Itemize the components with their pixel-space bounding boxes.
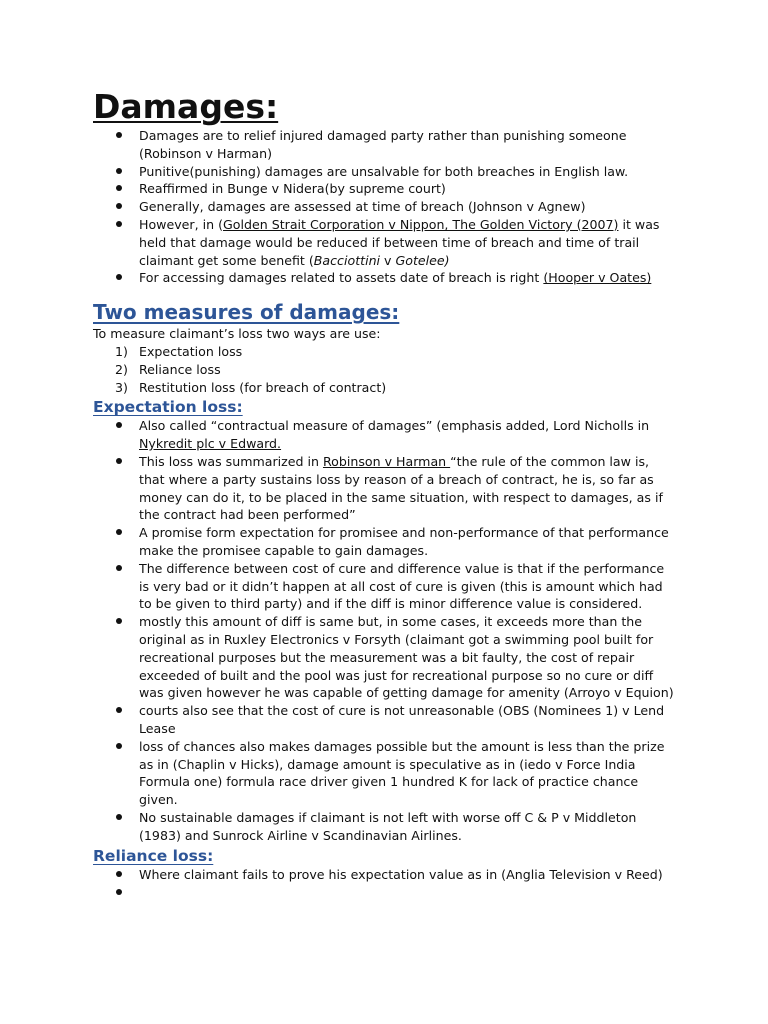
list-item: Reaffirmed in Bunge v Nidera(by supreme court) [93,180,678,198]
page-title: Damages: [93,87,279,126]
text-run: For accessing damages related to assets date of breach is right [139,270,544,286]
list-item: Generally, damages are assessed at time of breach (Johnson v Agnew) [93,198,678,216]
list-item: Where claimant fails to prove his expectation value as in (Anglia Television v Reed) [93,866,678,884]
section-heading-expectation: Expectation loss: [93,398,243,417]
case-name-italic: Bacciottini [313,252,381,268]
list-item: Damages are to relief injured damaged party rather than punishing someone (Robinson v Harman) [93,127,678,163]
list-item: loss of chances also makes damages possible but the amount is less than the prize as in (Chaplin v Hicks), damage amount is speculative as in (iedo v Force India Formula one) formula race driver given 1 hundred K for lack of practice chance given. [93,738,678,809]
list-item [93,269,678,287]
list-item-text: Restitution loss (for breach of contract) [139,379,387,395]
measures-numbered-list [93,343,678,396]
list-number: 1) [115,343,128,359]
section-heading-measures: Two measures of damages: [93,300,400,325]
list-item-text: Expectation loss [139,343,243,359]
list-item: mostly this amount of diff is same but, in some cases, it exceeds more than the original as in Ruxley Electronics v Forsyth (claimant got a swimming pool built for recreational purposes but the measurement was a bit faulty, the cost of repair exceeded of built and the pool was just for recreational purpose so no cure or diff was given however he was capable of getting damage for amenity (Arroyo v Equion) [93,613,678,702]
reliance-bullet-list [93,866,678,902]
expectation-bullet-list [93,417,678,844]
list-item [93,453,678,524]
case-citation-link[interactable]: (Hooper v Oates) [543,270,652,286]
list-number: 2) [115,361,128,377]
case-citation-link[interactable]: Nykredit plc v Edward. [139,436,282,452]
section-heading-reliance: Reliance loss: [93,847,214,866]
case-citation-link[interactable]: Golden Strait Corporation v Nippon, The Golden Victory (2007) [223,216,619,232]
list-item: Punitive(punishing) damages are unsalvable for both breaches in English law. [93,163,678,181]
list-number: 3) [115,379,128,395]
case-name-italic: Gotelee) [395,252,450,268]
intro-bullet-list [93,127,678,287]
list-item [93,884,678,902]
text-run: This loss was summarized in [139,453,323,469]
list-item [93,417,678,453]
text-run: it was held that damage would be reduced if between time of breach and time of trail claimant get some benefit ( [139,216,660,268]
list-item [93,343,678,361]
list-item [93,361,678,379]
section-intro: To measure claimant’s loss two ways are use: [93,326,381,342]
list-item: courts also see that the cost of cure is not unreasonable (OBS (Nominees 1) v Lend Lease [93,702,678,738]
text-run: Also called “contractual measure of damages” (emphasis added, Lord Nicholls in [139,418,650,434]
list-item: A promise form expectation for promisee and non-performance of that performance make the promisee capable to gain damages. [93,524,678,560]
text-run: v [380,252,396,268]
list-item-text: Reliance loss [139,361,221,377]
text-run: “the rule of the common law is, that where a party sustains loss by reason of a breach of contract, he is, so far as money can do it, to be placed in the same situation, with respect to damages, as if the contract had been performed” [139,453,663,523]
case-citation-link[interactable]: Robinson v Harman [322,453,451,469]
list-item: The difference between cost of cure and difference value is that if the performance is very bad or it didn’t happen at all cost of cure is given (this is amount which had to be given to third party) and if the diff is minor difference value is considered. [93,560,678,613]
text-run: However, in ( [139,216,224,232]
list-item: No sustainable damages if claimant is not left with worse off C & P v Middleton (1983) and Sunrock Airline v Scandinavian Airlines. [93,809,678,845]
list-item [93,216,678,269]
list-item [93,379,678,397]
